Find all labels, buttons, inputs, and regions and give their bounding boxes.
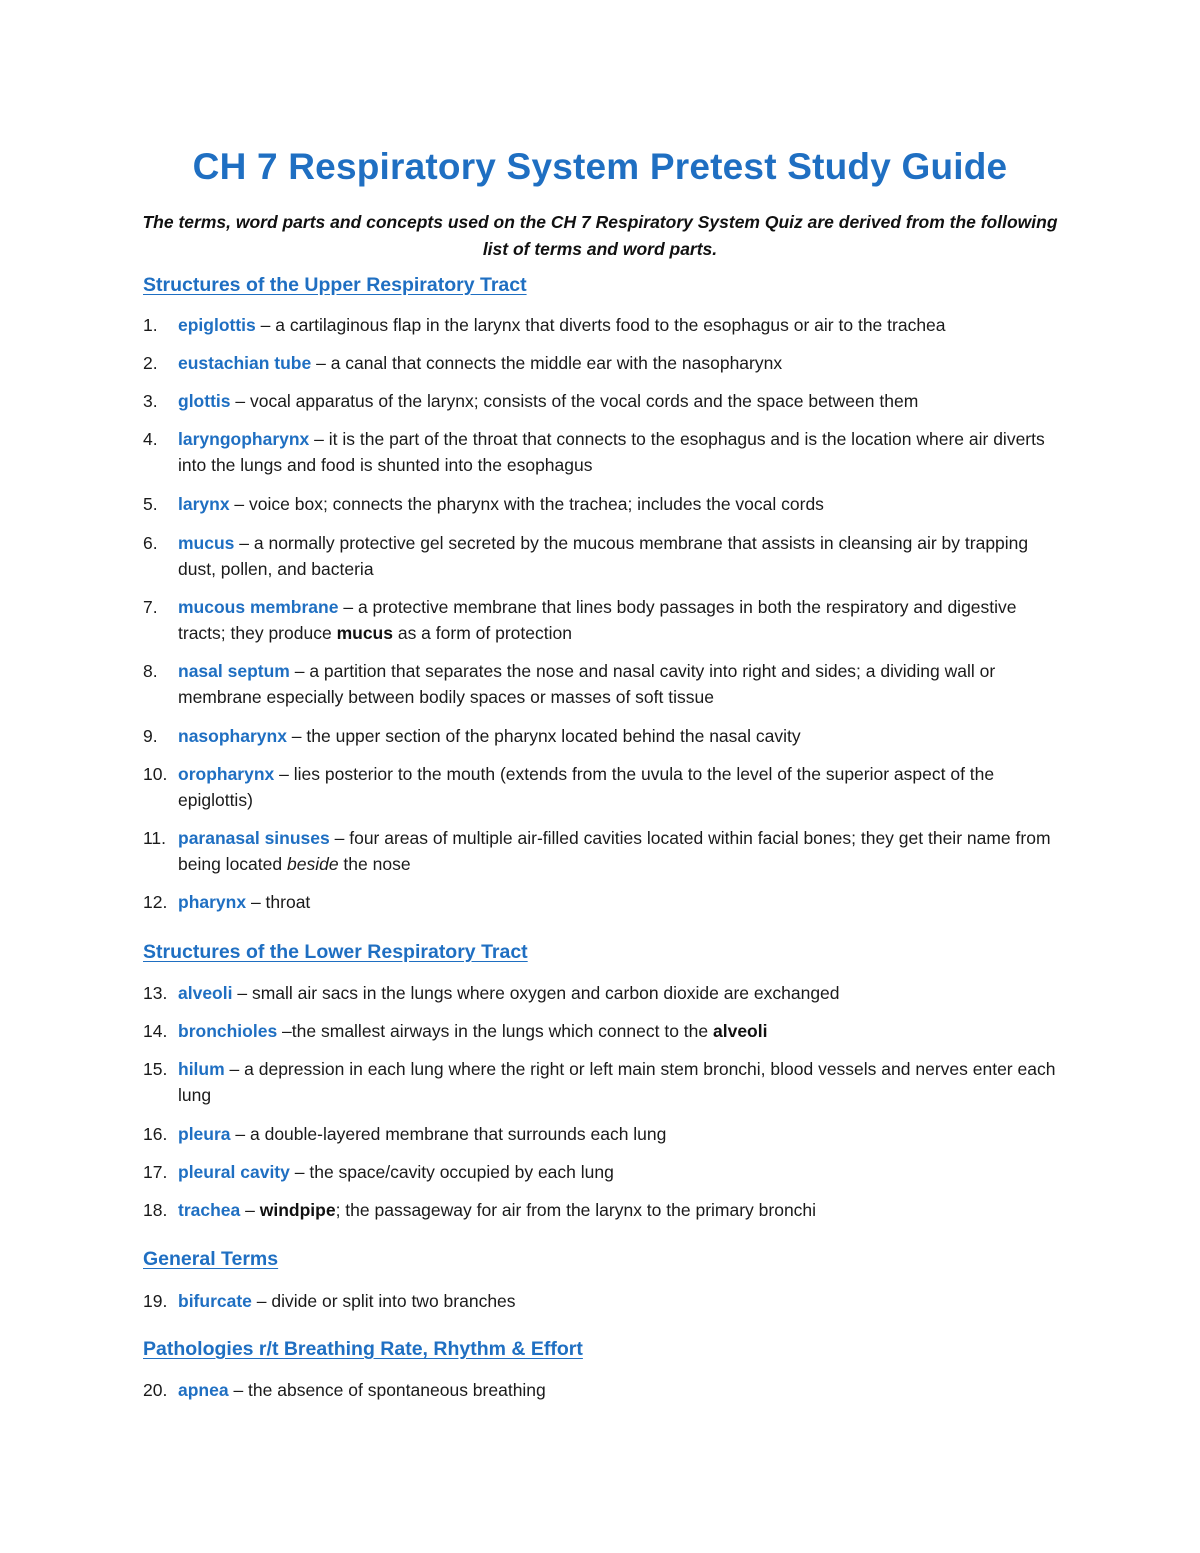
list-item [143,1159,1058,1185]
term-definition: a protective membrane that lines body passages in both the respiratory and digestive tracts; they produce [178,597,1017,643]
list-item [143,1288,1058,1314]
term-definition: lies posterior to the mouth (extends from the uvula to the level of the superior aspect of the epiglottis) [178,764,995,810]
term-definition-bold: windpipe [259,1200,336,1220]
term-definition: it is the part of the throat that connects to the esophagus and is the location where air diverts into the lungs and food is shunted into the esophagus [178,429,1045,475]
term-word: eustachian tube [178,353,312,373]
term-word: pleura [178,1124,231,1144]
term-definition: a depression in each lung where the right or left main stem bronchi, blood vessels and nerves enter each lung [178,1059,1056,1105]
section-heading-lower-respiratory: Structures of the Lower Respiratory Tract [143,941,528,963]
term-definition: a canal that connects the middle ear with the nasopharynx [330,353,783,373]
term-definition-bold: alveoli [713,1021,768,1041]
term-definition: the upper section of the pharynx located behind the nasal cavity [306,726,801,746]
section-heading-pathologies: Pathologies r/t Breathing Rate, Rhythm & Effort [143,1338,583,1360]
term-definition: the smallest airways in the lungs which connect to the [291,1021,713,1041]
list-item [143,723,1058,749]
item-number: 8. [143,661,158,681]
term-separator: – [240,1200,260,1220]
term-separator: – [246,892,266,912]
term-definition: voice box; connects the pharynx with the trachea; includes the vocal cords [249,494,824,514]
list-item [143,426,1058,478]
list-item [143,1377,1058,1403]
item-number: 9. [143,726,158,746]
term-definition: four areas of multiple air-filled cavities located within facial bones; they get their name from being located [178,828,1051,874]
section-heading-upper-respiratory: Structures of the Upper Respiratory Tract [143,274,527,296]
term-separator: – [232,983,252,1003]
term-separator: – [277,1021,292,1041]
term-word: nasopharynx [178,726,287,746]
term-separator: – [286,726,307,746]
list-item [143,1018,1058,1044]
term-word: larynx [178,494,230,514]
term-definition-italic: beside [286,854,339,874]
page-subtitle: The terms, word parts and concepts used on the CH 7 Respiratory System Quiz are derived from the following list of terms and word parts. [142,212,1058,259]
term-word: glottis [178,391,231,411]
term-separator: – [311,353,331,373]
list-item [143,312,1058,338]
term-word: oropharynx [178,764,275,784]
item-number: 3. [143,391,158,411]
term-word: bifurcate [178,1291,252,1311]
item-number: 12. [143,892,168,912]
term-word: paranasal sinuses [178,828,330,848]
term-separator: – [289,1162,310,1182]
item-number: 10. [143,764,168,784]
item-number: 19. [143,1291,168,1311]
term-separator: – [251,1291,272,1311]
term-separator: – [309,429,329,449]
term-word: bronchioles [178,1021,278,1041]
term-definition: small air sacs in the lungs where oxygen and carbon dioxide are exchanged [251,983,840,1003]
item-number: 11. [143,828,167,848]
list-item [143,889,1058,915]
list-item [143,980,1058,1006]
term-separator: – [234,533,254,553]
term-word: nasal septum [178,661,290,681]
term-definition: the space/cavity occupied by each lung [309,1162,614,1182]
section-heading-general-terms: General Terms [143,1248,279,1270]
term-definition-bold: mucus [336,623,393,643]
term-word: pleural cavity [178,1162,290,1182]
term-separator: – [230,1124,250,1144]
term-definition: a partition that separates the nose and nasal cavity into right and sides; a dividing wall or membrane especially between bodily spaces or masses of soft tissue [178,661,996,707]
term-definition: as a form of protection [392,623,572,643]
term-word: apnea [178,1380,229,1400]
term-definition: a normally protective gel secreted by the mucous membrane that assists in cleansing air by trapping dust, pollen, and bacteria [178,533,1029,579]
item-number: 1. [143,315,158,335]
list-item [143,350,1058,376]
item-number: 20. [143,1380,168,1400]
list-item [143,388,1058,414]
term-word: mucus [178,533,235,553]
list-item [143,1121,1058,1147]
item-number: 4. [143,429,158,449]
term-separator: – [329,828,350,848]
list-item [143,825,1058,877]
term-definition: the nose [338,854,411,874]
term-separator: – [228,1380,249,1400]
item-number: 15. [143,1059,168,1079]
term-word: trachea [178,1200,241,1220]
term-definition: a cartilaginous flap in the larynx that diverts food to the esophagus or air to the trachea [275,315,946,335]
term-word: pharynx [178,892,247,912]
term-word: mucous membrane [178,597,339,617]
item-number: 6. [143,533,158,553]
item-number: 13. [143,983,168,1003]
term-word: hilum [178,1059,225,1079]
term-definition: divide or split into two branches [271,1291,516,1311]
item-number: 17. [143,1162,168,1182]
term-separator: – [338,597,358,617]
term-separator: – [289,661,310,681]
item-number: 7. [143,597,158,617]
list-item [143,1197,1058,1223]
term-definition: vocal apparatus of the larynx; consists of the vocal cords and the space between them [249,391,919,411]
item-number: 14. [143,1021,168,1041]
term-separator: – [229,494,250,514]
list-item [143,594,1058,646]
list-item [143,530,1058,582]
term-word: epiglottis [178,315,256,335]
page-title: CH 7 Respiratory System Pretest Study Guide [192,146,1008,187]
list-item [143,1056,1058,1108]
list-item [143,658,1058,710]
term-definition: the absence of spontaneous breathing [248,1380,546,1400]
term-definition: a double-layered membrane that surrounds each lung [250,1124,667,1144]
term-word: laryngopharynx [178,429,310,449]
list-item [143,491,1058,517]
term-word: alveoli [178,983,233,1003]
item-number: 5. [143,494,158,514]
item-number: 16. [143,1124,168,1144]
term-definition: throat [265,892,311,912]
item-number: 2. [143,353,158,373]
term-separator: – [274,764,294,784]
term-separator: – [224,1059,245,1079]
list-item [143,761,1058,813]
term-separator: – [230,391,250,411]
term-separator: – [255,315,276,335]
term-definition: ; the passageway for air from the larynx to the primary bronchi [335,1200,817,1220]
item-number: 18. [143,1200,168,1220]
